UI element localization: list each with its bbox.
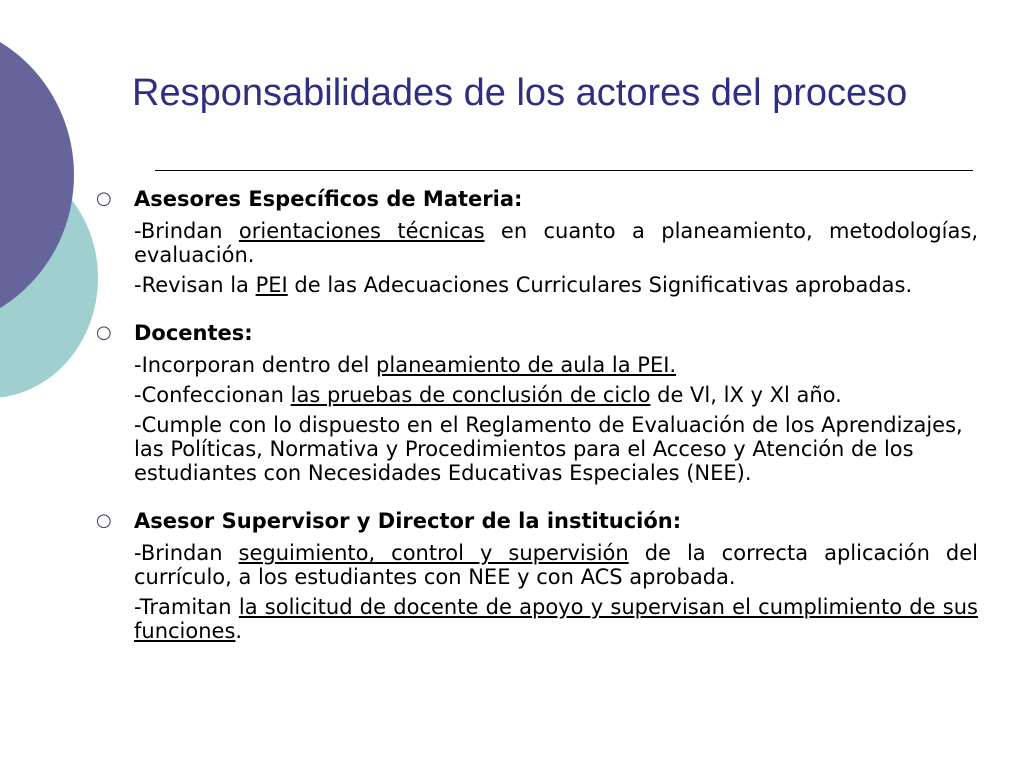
section-asesores-especificos (96, 185, 978, 297)
circle-bullet-icon: ○ (96, 188, 112, 209)
section-heading (96, 319, 978, 347)
item-text: -Cumple con lo dispuesto en el Reglamento de Evaluación de los Aprendizajes, las Políticas, Normativa y Procedimientos para el Acceso y Atención de los estudiantes con Necesidades Educativas Especiales (NEE). (134, 413, 963, 485)
item-text: -Brindan (134, 219, 239, 243)
section-heading (96, 507, 978, 535)
section-asesor-supervisor (96, 507, 978, 643)
slide-body (96, 185, 978, 665)
item-underlined-text: seguimiento, control y supervisión (238, 541, 629, 565)
list-item (96, 273, 978, 297)
item-underlined-text: la solicitud de docente de apoyo y supervisan el cumplimiento de sus funciones (134, 595, 979, 643)
item-underlined-text: orientaciones técnicas (238, 219, 485, 243)
item-text: -Revisan la (134, 273, 256, 297)
item-text: de las Adecuaciones Curriculares Significativas aprobadas. (287, 273, 913, 297)
item-underlined-text: PEI (255, 273, 288, 297)
circle-bullet-icon: ○ (96, 510, 112, 531)
list-item (96, 383, 978, 407)
list-item (96, 595, 978, 643)
item-underlined-text: las pruebas de conclusión de ciclo (290, 383, 651, 407)
list-item (96, 541, 978, 589)
item-text: . (235, 619, 243, 643)
item-text: de Vl, lX y Xl año. (650, 383, 842, 407)
item-text: -Confeccionan (134, 383, 291, 407)
item-underlined-text: planeamiento de aula la PEI. (376, 353, 677, 377)
circle-bullet-icon: ○ (96, 322, 112, 343)
section-heading (96, 185, 978, 213)
item-text: -Brindan (134, 541, 239, 565)
item-text: de la correcta aplicación del currículo, a los estudiantes con NEE y con ACS aprobada. (134, 541, 978, 589)
list-item (96, 413, 978, 485)
item-text: -Incorporan dentro del (134, 353, 377, 377)
title-divider (155, 170, 973, 171)
item-text: en cuanto a planeamiento, metodologías, evaluación. (134, 219, 979, 267)
heading-text: Asesores Específicos de Materia: (134, 187, 523, 211)
heading-text: Docentes: (134, 321, 253, 345)
slide-title: Responsabilidades de los actores del proceso (132, 72, 908, 114)
section-docentes (96, 319, 978, 485)
heading-text: Asesor Supervisor y Director de la institución: (134, 509, 682, 533)
list-item (96, 219, 978, 267)
item-text: -Tramitan (134, 595, 239, 619)
list-item (96, 353, 978, 377)
